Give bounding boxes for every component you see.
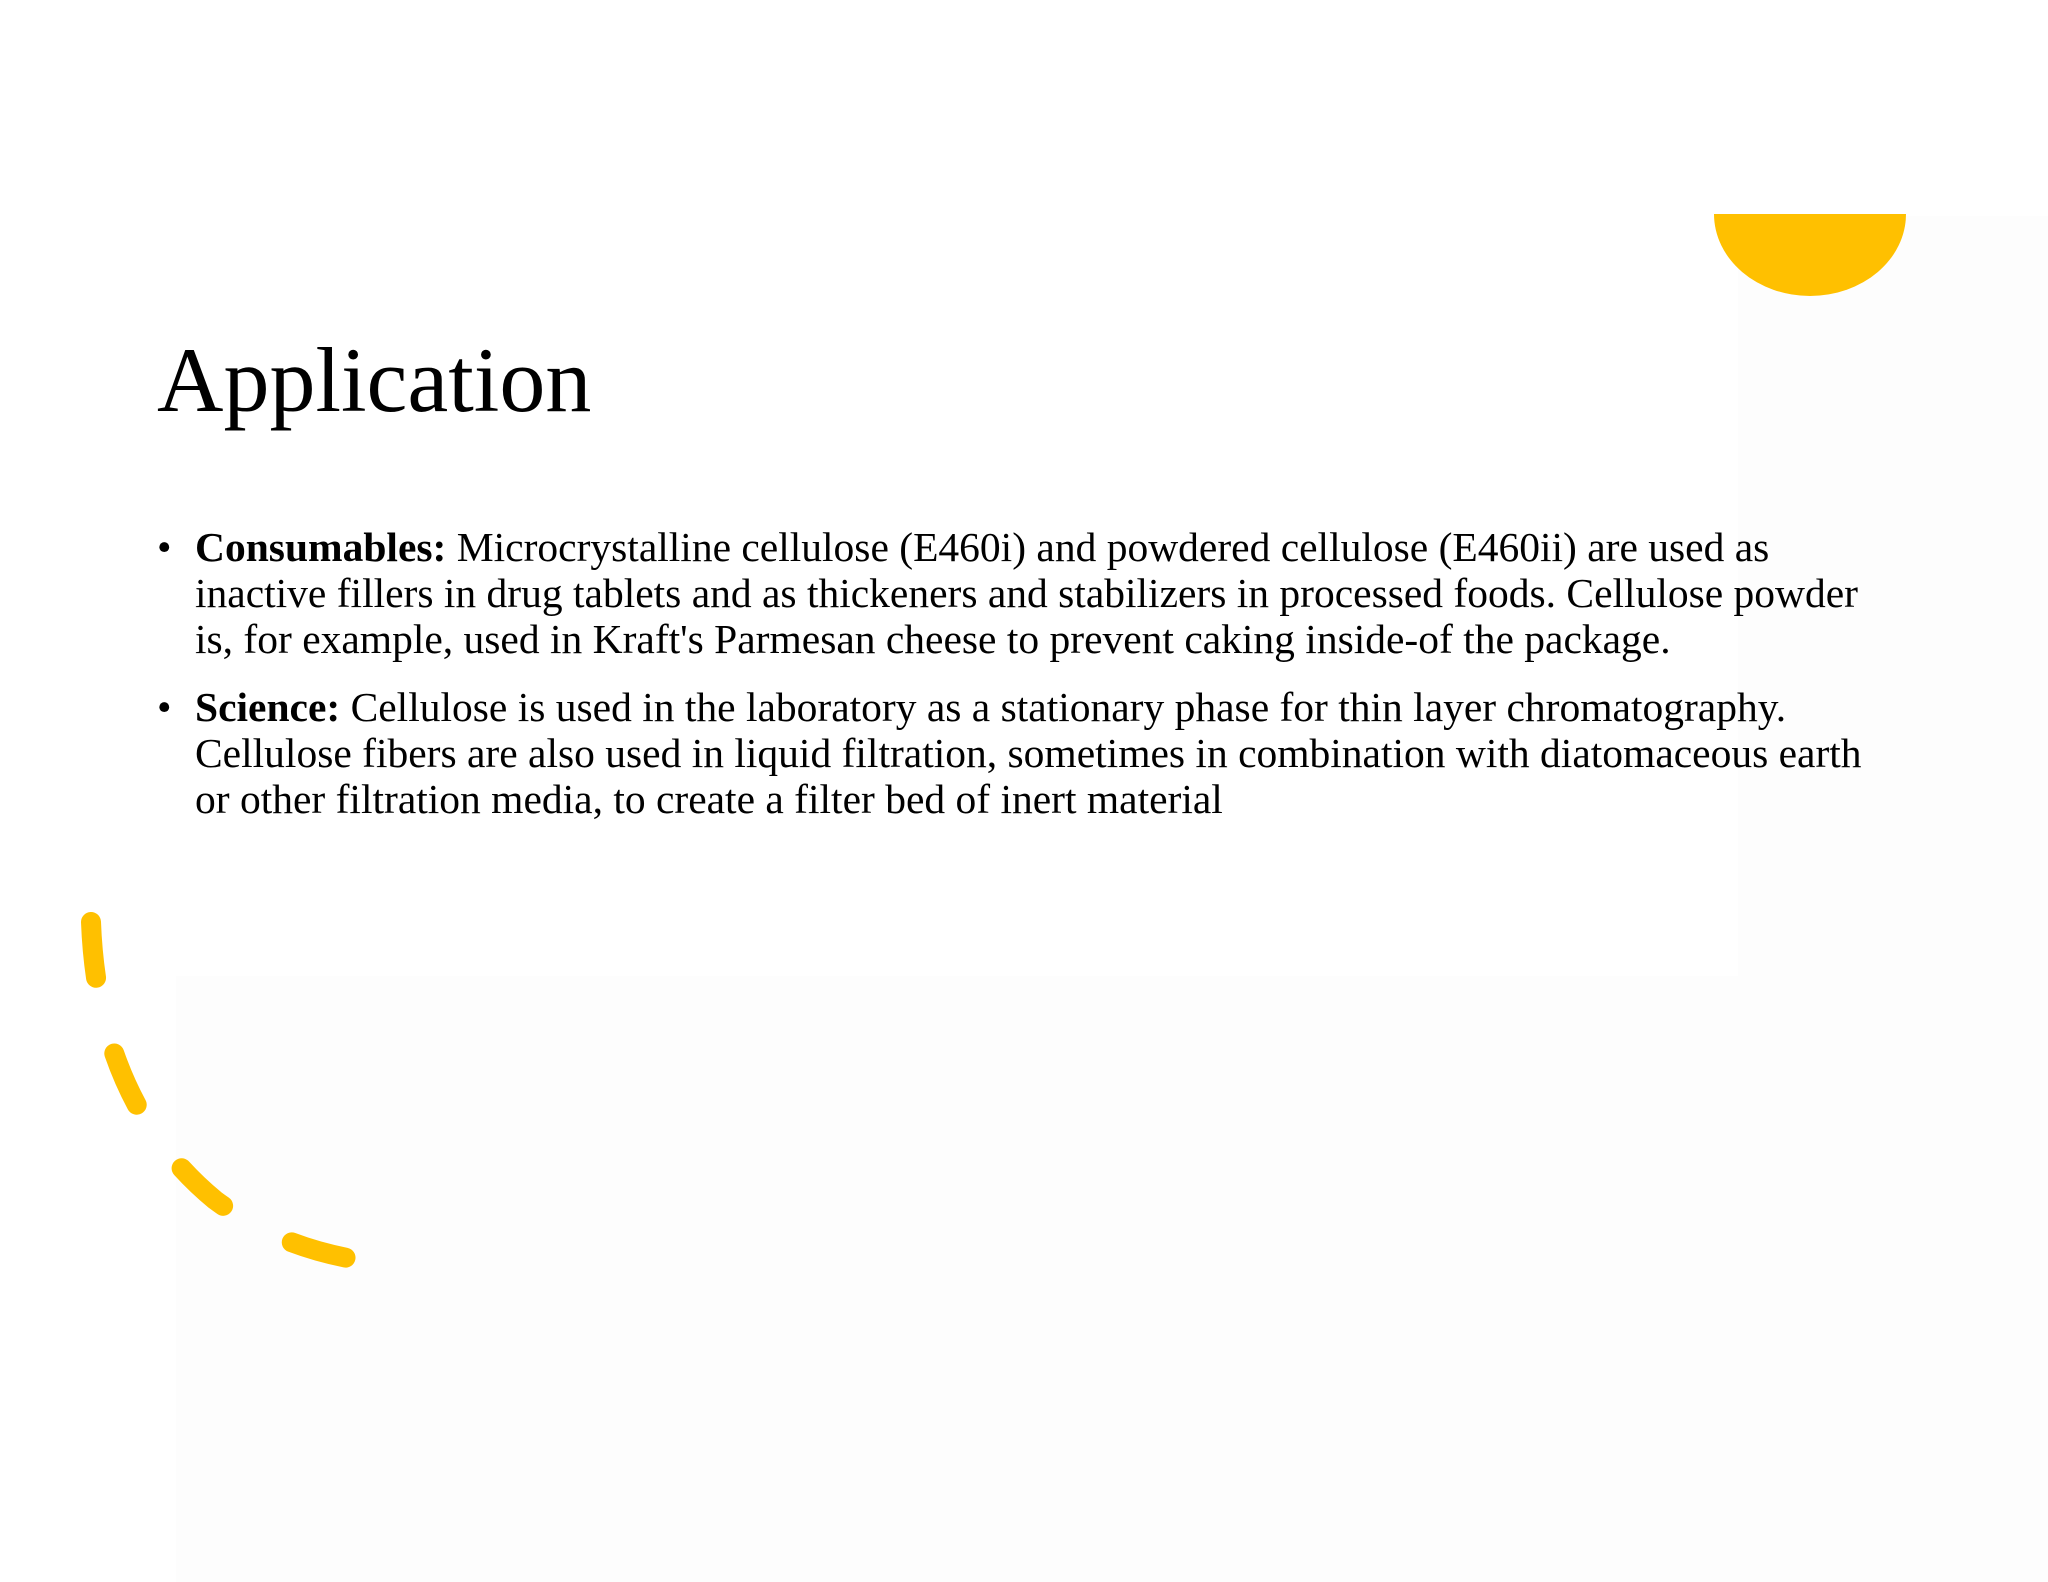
dashed-arc-icon [60, 900, 440, 1300]
bullet-marker: • [157, 524, 172, 570]
bullet-item-consumables [157, 524, 1877, 662]
bullet-marker: • [157, 684, 172, 730]
half-circle-shape [1714, 214, 1906, 296]
bullet-label: Consumables: [195, 524, 447, 570]
page-title: Application [157, 329, 592, 431]
bullet-label: Science: [195, 684, 341, 730]
bullet-text: Cellulose is used in the laboratory as a stationary phase for thin layer chromatography. Cellulose fibers are also used in liquid filtration, sometimes in combination with diatomaceous earth or other filtration media, to create a filter bed of inert material [195, 684, 1862, 822]
half-circle-icon [1714, 214, 1906, 296]
dashed-arc-shape [91, 922, 412, 1267]
bullet-item-science [157, 684, 1877, 822]
bullet-list [157, 524, 1877, 844]
bullet-text: Microcrystalline cellulose (E460i) and powdered cellulose (E460ii) are used as inactive fillers in drug tablets and as thickeners and stabilizers in processed foods. Cellulose powder is, for example, used in Kraft's Parmesan cheese to prevent caking inside-of the package. [195, 524, 1858, 662]
